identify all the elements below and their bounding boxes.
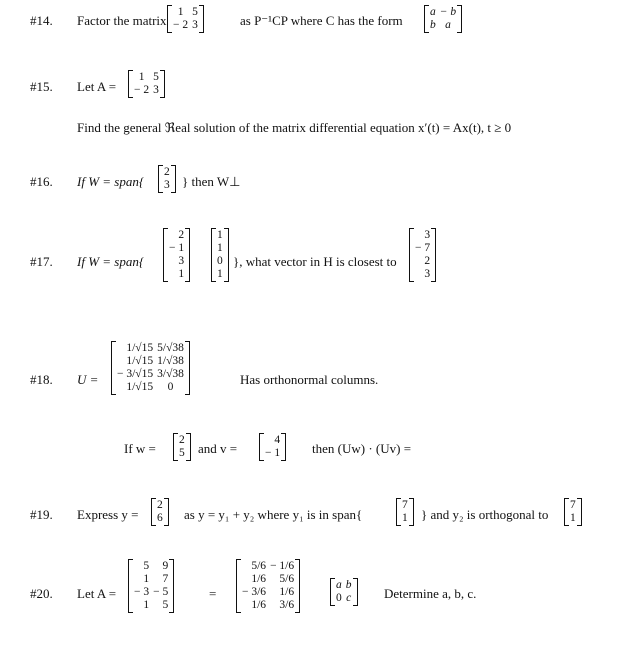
problem-16-text-b: } then W⊥ <box>182 174 241 189</box>
problem-16-number: #16. <box>30 174 53 189</box>
problem-18-w-label: If w = <box>124 441 156 456</box>
problem-20-equals: = <box>209 586 217 601</box>
problem-17-number: #17. <box>30 254 53 269</box>
problem-19-text-a: Express y = <box>77 507 139 522</box>
problem-17-vec1: 2 − 1 3 1 <box>163 228 190 282</box>
problem-20-matrix-r: a b 0 c <box>330 578 358 606</box>
problem-20-number: #20. <box>30 586 53 601</box>
problem-19-orth-vector: 7 1 <box>564 498 582 526</box>
problem-15-matrix: 1 5 − 2 3 <box>128 70 165 98</box>
problem-16-text-a: If W = span{ <box>77 174 145 189</box>
problem-14-number: #14. <box>30 13 53 28</box>
problem-19-text-c: } and y₂ is orthogonal to <box>421 507 549 522</box>
problem-18-text-c: then (Uw) · (Uv) = <box>312 441 412 456</box>
problem-18-matrix: 1/√15 5/√38 1/√15 1/√38 − 3/√15 3/√38 1/√15 0 <box>111 341 190 395</box>
problem-14-text-b: as P⁻¹CP where C has the form <box>240 13 403 28</box>
problem-19-span-vector: 7 1 <box>396 498 414 526</box>
problem-20-matrix-a: 5 9 1 7 − 3 − 5 1 5 <box>128 559 174 613</box>
problem-15-text-a: Let A = <box>77 79 117 94</box>
problem-15-text-b: Find the general ℜeal solution of the matrix differential equation x′(t) = Ax(t), t ≥ 0 <box>77 120 512 135</box>
problem-14-form: a − b b a <box>424 5 462 33</box>
problem-14-text-a: Factor the matrix <box>77 13 167 28</box>
problem-17-vec2: 1 1 0 1 <box>211 228 229 282</box>
problem-15-number: #15. <box>30 79 53 94</box>
problem-19-y-vector: 2 6 <box>151 498 169 526</box>
problem-18-number: #18. <box>30 372 53 387</box>
problem-17-text-a: If W = span{ <box>77 254 145 269</box>
problem-16-vector: 2 3 <box>158 165 176 193</box>
problem-18-text-b: Has orthonormal columns. <box>240 372 379 387</box>
problem-18-v-vector: 4 − 1 <box>259 433 286 461</box>
problem-14-matrix: 1 5 − 2 3 <box>167 5 204 33</box>
problem-19-number: #19. <box>30 507 53 522</box>
problem-18-v-label: and v = <box>198 441 238 456</box>
problem-20-matrix-q: 5/6 − 1/6 1/6 5/6 − 3/6 1/6 1/6 3/6 <box>236 559 300 613</box>
problem-18-text-a: U = <box>77 372 99 387</box>
problem-18-w-vector: 2 5 <box>173 433 191 461</box>
problem-17-target: 3 − 7 2 3 <box>409 228 436 282</box>
problem-20-text-a: Let A = <box>77 586 117 601</box>
problem-20-text-b: Determine a, b, c. <box>384 586 477 601</box>
problem-19-text-b: as y = y₁ + y₂ where y₁ is in span{ <box>184 507 363 522</box>
problem-17-text-b: }, what vector in H is closest to <box>233 254 397 269</box>
